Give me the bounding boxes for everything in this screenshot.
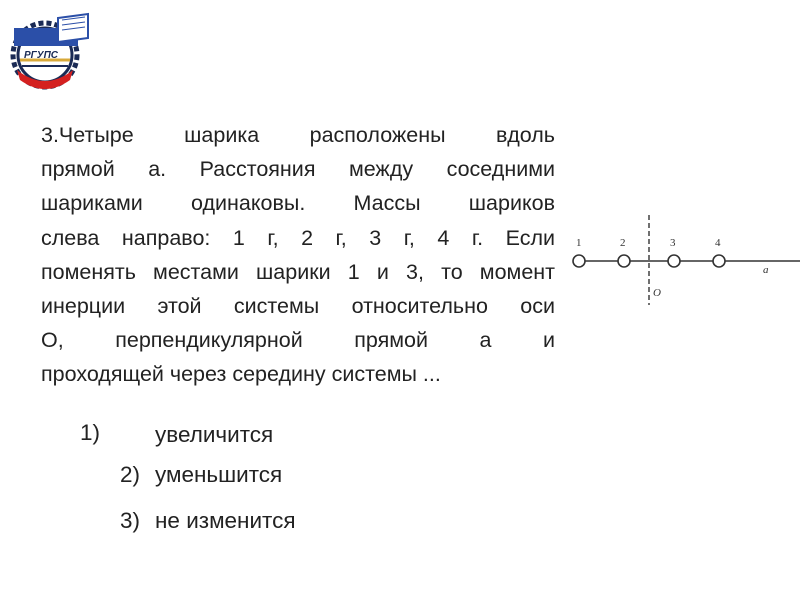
problem-line: О, перпендикулярной прямой а и [41,328,555,353]
answer-text: не изменится [155,508,296,533]
ball-2 [618,255,630,267]
problem-text [41,118,555,392]
answer-number: 1) [80,420,101,445]
problem-line: проходящей через середину системы ... [41,362,441,387]
ball-label-1: 1 [576,237,582,249]
ball-1 [573,255,585,267]
problem-line: поменять местами шарики 1 и 3, то момент [41,259,555,284]
answer-text: уменьшится [155,462,283,487]
problem-line: слева направо: 1 г, 2 г, 3 г, 4 г. Если [41,225,555,250]
problem-line: инерции этой системы относительно оси [41,294,555,319]
balls-diagram-svg [563,210,800,310]
ball-label-4: 4 [715,237,721,249]
answer-number: 3) [120,508,141,533]
answer-text: увеличится [155,422,274,447]
line-label-a: a [763,264,769,276]
ball-label-3: 3 [670,237,676,249]
university-crest-icon [0,0,100,98]
ball-label-2: 2 [620,237,626,249]
axis-label-o: O [653,287,661,299]
ball-3 [668,255,680,267]
ball-4 [713,255,725,267]
problem-line: прямой а. Расстояния между соседними [41,157,555,182]
university-logo [0,0,100,98]
balls-diagram [563,210,800,310]
problem-line: шариками одинаковы. Массы шариков [41,191,555,216]
answer-number: 2) [120,462,141,487]
logo-text: РГУПС [24,50,58,61]
problem-line: 3.Четыре шарика расположены вдоль [41,123,555,147]
